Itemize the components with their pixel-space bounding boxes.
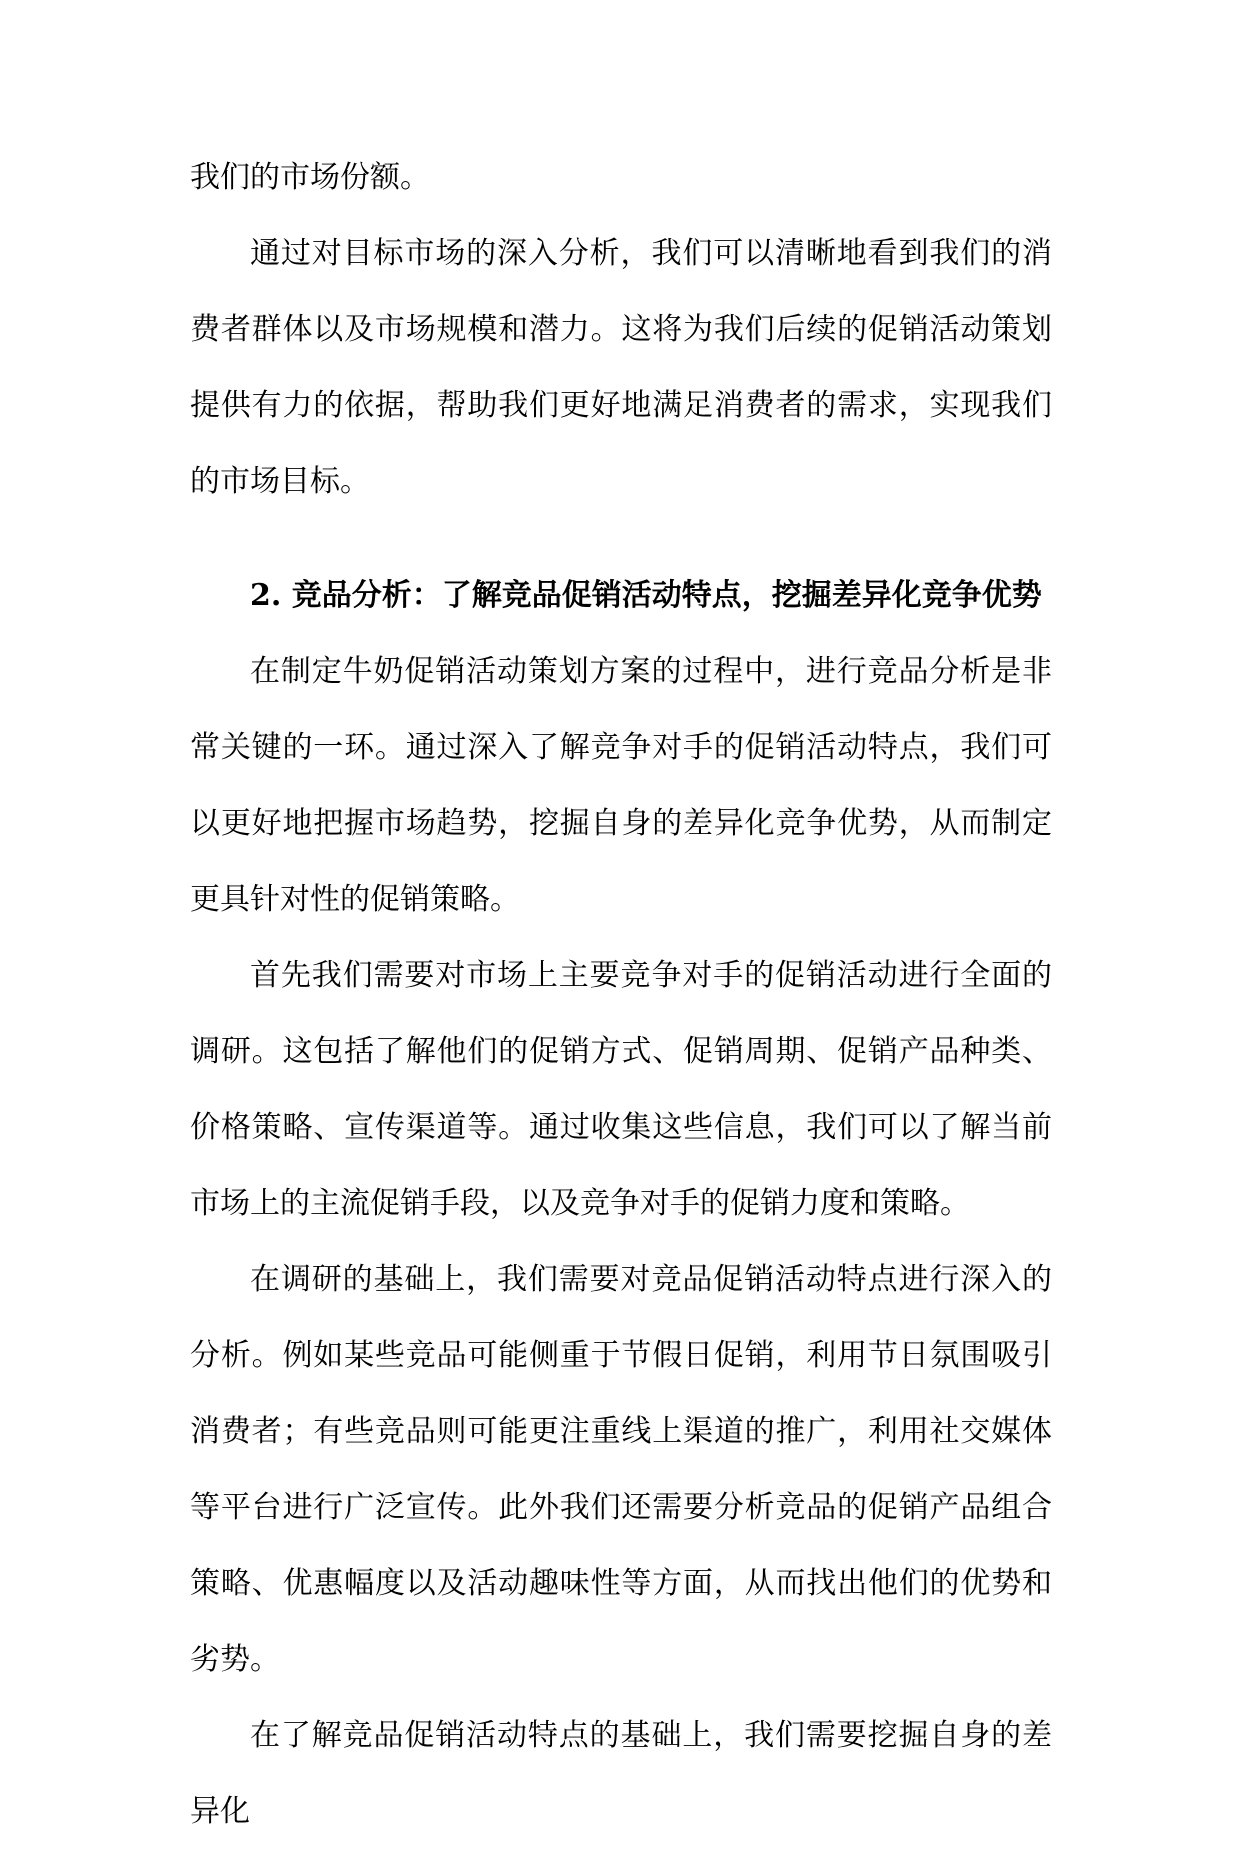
differentiation-paragraph: 在了解竞品促销活动特点的基础上，我们需要挖掘自身的差异化 (190, 1718, 1052, 1829)
continuation-paragraph: 我们的市场份额。 (190, 160, 430, 195)
competitor-intro-paragraph: 在制定牛奶促销活动策划方案的过程中，进行竞品分析是非常关键的一环。通过深入了解竞争对手的促销活动特点，我们可以更好地把握市场趋势，挖掘自身的差异化竞争优势，从而制定更具针对性的促销策略。 (190, 654, 1052, 917)
section-heading: 2. 竞品分析：了解竞品促销活动特点，挖掘差异化竞争优势 (250, 578, 1042, 613)
research-paragraph: 首先我们需要对市场上主要竞争对手的促销活动进行全面的调研。这包括了解他们的促销方式、促销周期、促销产品种类、价格策略、宣传渠道等。通过收集这些信息，我们可以了解当前市场上的主流促销手段，以及竞争对手的促销力度和策略。 (190, 958, 1052, 1221)
analysis-paragraph: 在调研的基础上，我们需要对竞品促销活动特点进行深入的分析。例如某些竞品可能侧重于节假日促销，利用节日氛围吸引消费者；有些竞品则可能更注重线上渠道的推广，利用社交媒体等平台进行广泛宣传。此外我们还需要分析竞品的促销产品组合策略、优惠幅度以及活动趣味性等方面，从而找出他们的优势和劣势。 (190, 1262, 1052, 1677)
market-analysis-paragraph: 通过对目标市场的深入分析，我们可以清晰地看到我们的消费者群体以及市场规模和潜力。这将为我们后续的促销活动策划提供有力的依据，帮助我们更好地满足消费者的需求，实现我们的市场目标。 (190, 236, 1052, 499)
document-page (190, 140, 1052, 1850)
